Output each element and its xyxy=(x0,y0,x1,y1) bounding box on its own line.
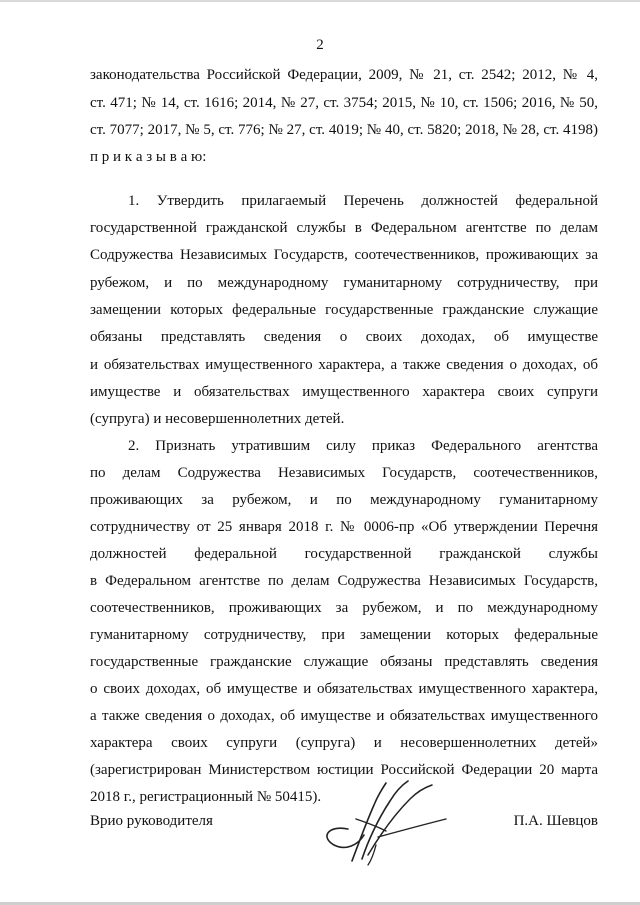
paragraph-2-line: о своих доходах, об имуществе и обязательствах имущественного характера, xyxy=(90,681,598,697)
paragraph-1-line: Содружества Независимых Государств, соотечественников, проживающих за xyxy=(90,247,598,263)
paragraph-2-line: гуманитарному сотрудничеству, при замещении которых федеральные xyxy=(90,627,598,643)
paragraph-2-line: а также сведения о доходах, об имуществе и обязательствах имущественного xyxy=(90,708,598,724)
paragraph-2-line: 2. Признать утратившим силу приказ Федерального агентства xyxy=(128,438,598,454)
paragraph-1-line: обязаны представлять сведения о своих доходах, об имуществе xyxy=(90,329,598,345)
paragraph-2-line: в Федеральном агентстве по делам Содружества Независимых Государств, xyxy=(90,573,598,589)
signer-position: Врио руководителя xyxy=(90,813,213,829)
paragraph-2-line: по делам Содружества Независимых Государств, соотечественников, xyxy=(90,465,598,481)
paragraph-2-line: сотрудничеству от 25 января 2018 г. № 0006-пр «Об утверждении Перечня xyxy=(90,519,598,535)
paragraph-2-line: соотечественников, проживающих за рубежом, и по международному xyxy=(90,600,598,616)
intro-line: законодательства Российской Федерации, 2009, № 21, ст. 2542; 2012, № 4, xyxy=(90,67,598,83)
paragraph-2-line: должностей федеральной государственной гражданской службы xyxy=(90,546,598,562)
paragraph-1-line: и обязательствах имущественного характера, а также сведения о доходах, об xyxy=(90,357,598,373)
paragraph-1-line: замещении которых федеральные государственные гражданские служащие xyxy=(90,302,598,318)
paragraph-2-line: 2018 г., регистрационный № 50415). xyxy=(90,789,322,805)
paragraph-2-line: характера своих супруги (супруга) и несовершеннолетних детей» xyxy=(90,735,598,751)
paragraph-2-line: (зарегистрирован Министерством юстиции Российской Федерации 20 марта xyxy=(90,762,598,778)
intro-line: ст. 471; № 14, ст. 1616; 2014, № 27, ст. 3754; 2015, № 10, ст. 1506; 2016, № 50, xyxy=(90,95,598,111)
paragraph-1-line: рубежом, и по международному гуманитарному сотрудничеству, при xyxy=(90,275,598,291)
signer-name: П.А. Шевцов xyxy=(513,813,598,829)
scan-edge xyxy=(0,0,640,2)
paragraph-1-line: (супруга) и несовершеннолетних детей. xyxy=(90,411,345,427)
paragraph-1-line: государственной гражданской службы в Федеральном агентстве по делам xyxy=(90,220,598,236)
handwritten-signature-icon xyxy=(308,775,458,867)
signature-block xyxy=(90,813,598,883)
paragraph-1-line: 1. Утвердить прилагаемый Перечень должностей федеральной xyxy=(128,193,598,209)
paragraph-1-line: имуществе и обязательствах имущественного характера своих супруги xyxy=(90,384,598,400)
paragraph-2-line: проживающих за рубежом, и по международному гуманитарному xyxy=(90,492,598,508)
intro-line: ст. 7077; 2017, № 5, ст. 776; № 27, ст. 4019; № 40, ст. 5820; 2018, № 28, ст. 4198) xyxy=(90,122,598,138)
page-number: 2 xyxy=(316,37,324,53)
order-word: п р и к а з ы в а ю: xyxy=(90,149,207,165)
paragraph-2-line: государственные гражданские служащие обязаны представлять сведения xyxy=(90,654,598,670)
